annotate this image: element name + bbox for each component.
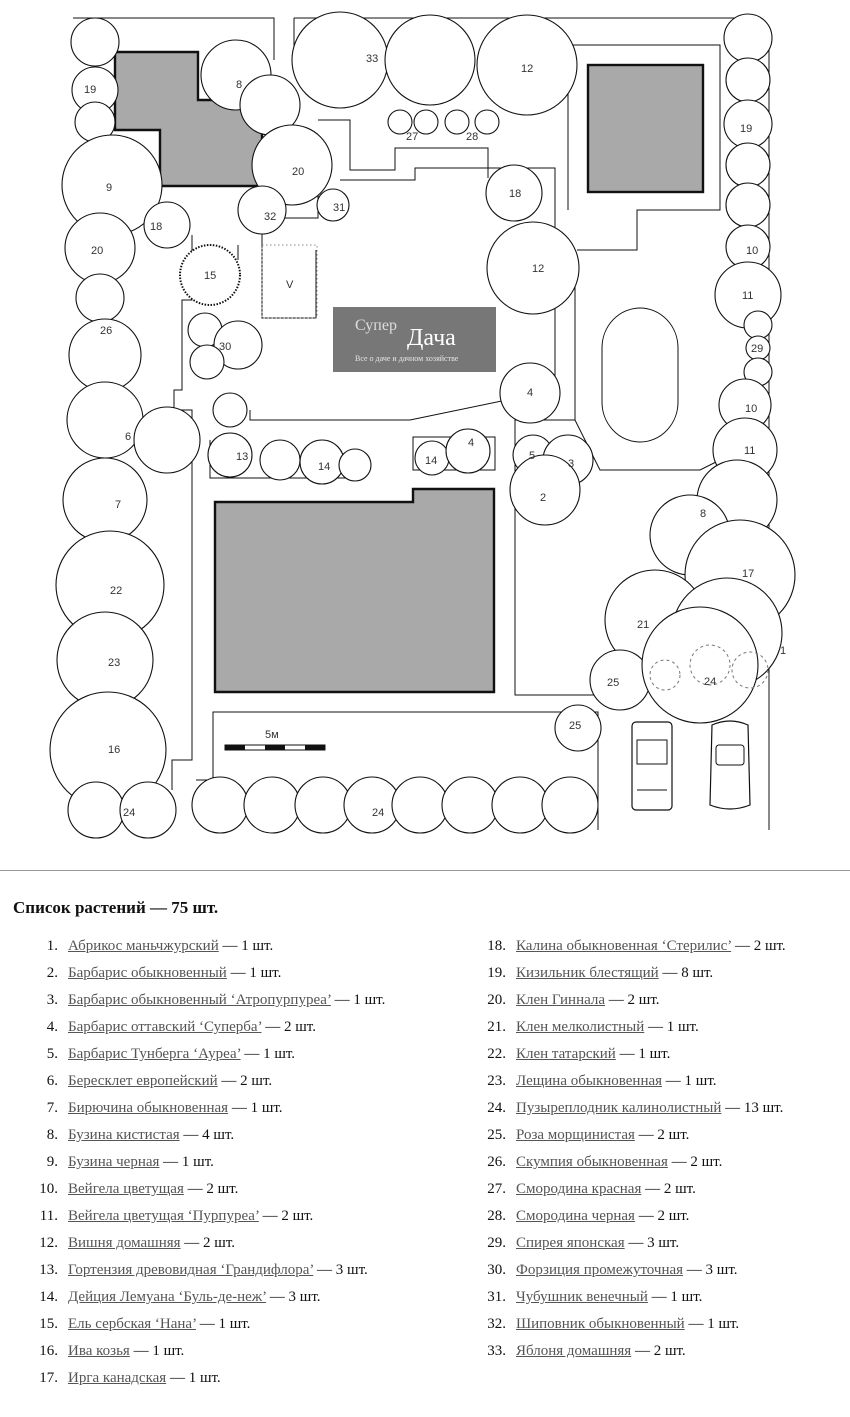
item-number: 9. xyxy=(46,1154,58,1170)
plant-list-item xyxy=(10,1284,385,1311)
item-quantity: — 2 шт. xyxy=(605,992,660,1008)
plant-list-item xyxy=(10,1095,385,1122)
plant-symbol xyxy=(213,393,247,427)
item-number: 4. xyxy=(46,1019,58,1035)
plant-number-label: 31 xyxy=(333,202,346,214)
item-quantity: — 1 шт. xyxy=(644,1019,699,1035)
plant-link[interactable]: Барбарис Тунберга ‘Ауреа’ xyxy=(68,1046,241,1062)
plant-link[interactable]: Бересклет европейский xyxy=(68,1073,218,1089)
car-icon xyxy=(710,721,750,809)
plant-list-item xyxy=(458,1257,786,1284)
plant-link[interactable]: Калина обыкновенная ‘Стерилис’ xyxy=(516,938,732,954)
plant-symbol xyxy=(238,186,286,234)
plant-number-label: 27 xyxy=(406,131,419,143)
item-number: 6. xyxy=(46,1073,58,1089)
plant-list-item xyxy=(458,1149,786,1176)
plant-link[interactable]: Пузыреплодник калинолистный xyxy=(516,1100,722,1116)
car-icon xyxy=(632,722,672,810)
item-quantity: — 2 шт. xyxy=(631,1343,686,1359)
plant-list-item xyxy=(10,1365,385,1392)
plant-number-label: 18 xyxy=(150,221,163,233)
plant-number-label: 24 xyxy=(123,807,136,819)
item-quantity: — 1 шт. xyxy=(195,1316,251,1332)
plant-list-item xyxy=(10,1311,385,1338)
plant-link[interactable]: Чубушник венечный xyxy=(516,1289,648,1305)
plant-number-label: 4 xyxy=(468,437,475,449)
item-number: 32. xyxy=(487,1316,506,1332)
item-number: 22. xyxy=(487,1046,506,1062)
plant-number-label: 24 xyxy=(704,676,717,688)
scale-bar xyxy=(225,729,325,750)
item-quantity: — 2 шт. xyxy=(634,1127,690,1143)
plant-number-label: 14 xyxy=(318,461,331,473)
site-logo xyxy=(333,307,496,372)
plant-list-item xyxy=(10,1068,385,1095)
scale-label: 5м xyxy=(265,729,279,741)
item-number: 18. xyxy=(487,938,506,954)
item-number: 23. xyxy=(487,1073,506,1089)
plant-link[interactable]: Дейция Лемуана ‘Буль-де-неж’ xyxy=(68,1289,267,1305)
plant-link[interactable]: Ирга канадская xyxy=(68,1370,167,1386)
item-quantity: — 2 шт. xyxy=(667,1154,723,1170)
plant-link[interactable]: Вейгела цветущая ‘Пурпуреа’ xyxy=(68,1208,259,1224)
plant-number-label: 25 xyxy=(607,677,620,689)
plant-link[interactable]: Кизильник блестящий xyxy=(516,965,659,981)
plant-number-label: 8 xyxy=(236,79,243,91)
plant-number-label: 24 xyxy=(372,807,385,819)
item-quantity: — 1 шт. xyxy=(129,1343,185,1359)
plant-list-item xyxy=(10,1203,385,1230)
plant-link[interactable]: Бузина кистистая xyxy=(68,1127,180,1143)
plant-list-item xyxy=(10,1257,385,1284)
plant-list-item xyxy=(10,1149,385,1176)
item-number: 19. xyxy=(487,965,506,981)
item-number: 11. xyxy=(39,1208,58,1224)
plant-symbol xyxy=(590,650,650,710)
item-number: 24. xyxy=(487,1100,506,1116)
plant-list-item xyxy=(10,1014,385,1041)
plant-list-item xyxy=(10,1230,385,1257)
item-number: 10. xyxy=(39,1181,58,1197)
plant-number-label: 10 xyxy=(746,245,759,257)
plant-list-item xyxy=(10,1338,385,1365)
item-quantity: — 1 шт. xyxy=(615,1046,671,1062)
plant-symbol xyxy=(724,14,772,62)
plant-link[interactable]: Бирючина обыкновенная xyxy=(68,1100,229,1116)
plant-symbol xyxy=(260,440,300,480)
plant-link[interactable]: Вейгела цветущая xyxy=(68,1181,184,1197)
item-quantity: — 1 шт. xyxy=(218,938,274,954)
plant-number-label: 3 xyxy=(568,458,575,470)
item-quantity: — 1 шт. xyxy=(240,1046,296,1062)
plant-number-label: 15 xyxy=(204,270,217,282)
plant-symbol xyxy=(392,777,448,833)
item-quantity: — 1 шт. xyxy=(647,1289,703,1305)
plant-number-label: 12 xyxy=(521,63,534,75)
plant-number-label: 11 xyxy=(744,445,756,457)
plant-list-item xyxy=(10,1041,385,1068)
logo-tagline: Все о даче и дачном хозяйстве xyxy=(355,354,459,363)
plant-link[interactable]: Барбарис обыкновенный xyxy=(68,965,227,981)
plant-symbol xyxy=(442,777,498,833)
plant-list-item xyxy=(458,960,786,987)
plant-link[interactable]: Спирея японская xyxy=(516,1235,625,1251)
main-building xyxy=(215,489,494,692)
plant-list-item xyxy=(458,1122,786,1149)
plant-number-label: 17 xyxy=(742,568,755,580)
plant-number-label: 13 xyxy=(236,451,249,463)
item-number: 20. xyxy=(487,992,506,1008)
plant-number-label: 10 xyxy=(745,403,758,415)
plant-link[interactable]: Клен Гиннала xyxy=(516,992,606,1008)
item-quantity: — 3 шт. xyxy=(313,1262,368,1278)
item-number: 13. xyxy=(39,1262,58,1278)
plant-symbol xyxy=(339,449,371,481)
item-quantity: — 2 шт. xyxy=(731,938,786,954)
garage-building xyxy=(588,65,703,192)
item-number: 30. xyxy=(487,1262,506,1278)
item-quantity: — 2 шт. xyxy=(180,1235,236,1251)
plant-link[interactable]: Вишня домашняя xyxy=(68,1235,181,1251)
plant-list-left xyxy=(10,933,385,1392)
plant-link[interactable]: Ива козья xyxy=(68,1343,130,1359)
item-quantity: — 2 шт. xyxy=(261,1019,316,1035)
plant-link[interactable]: Смородина черная xyxy=(516,1208,635,1224)
plant-number-label: 12 xyxy=(532,263,545,275)
plant-link[interactable]: Скумпия обыкновенная xyxy=(516,1154,668,1170)
plant-number-label: 28 xyxy=(466,131,479,143)
plant-link[interactable]: Клен татарский xyxy=(516,1046,616,1062)
plant-symbol xyxy=(67,382,143,458)
plant-list-item xyxy=(458,1041,786,1068)
item-quantity: — 3 шт. xyxy=(624,1235,680,1251)
item-quantity: — 13 шт. xyxy=(721,1100,784,1116)
plant-link[interactable]: Гортензия древовидная ‘Грандифлора’ xyxy=(68,1262,314,1278)
plant-symbol xyxy=(446,429,490,473)
plant-list-item xyxy=(10,1122,385,1149)
item-number: 25. xyxy=(487,1127,506,1143)
plant-number-label: 21 xyxy=(637,619,650,631)
plant-number-label: 19 xyxy=(740,123,753,135)
plant-list-item xyxy=(10,960,385,987)
item-quantity: — 8 шт. xyxy=(658,965,714,981)
plant-list-item xyxy=(458,1338,786,1365)
plant-link[interactable]: Форзиция промежуточная xyxy=(516,1262,684,1278)
plant-symbol xyxy=(244,777,300,833)
plant-symbol xyxy=(76,274,124,322)
item-quantity: — 3 шт. xyxy=(266,1289,321,1305)
item-number: 26. xyxy=(487,1154,506,1170)
item-quantity: — 1 шт. xyxy=(226,965,282,981)
plant-link[interactable]: Абрикос маньчжурский xyxy=(68,938,219,954)
plant-number-label: 5 xyxy=(529,450,536,462)
plant-number-label: 2 xyxy=(540,492,547,504)
plant-list-item xyxy=(458,933,786,960)
plant-symbol xyxy=(475,110,499,134)
item-number: 17. xyxy=(39,1370,58,1386)
item-number: 31. xyxy=(487,1289,506,1305)
plant-symbol xyxy=(71,18,119,66)
logo-text-part-1: Супер xyxy=(355,317,397,334)
plant-number-label: 6 xyxy=(125,431,132,443)
item-number: 2. xyxy=(46,965,58,981)
plant-link[interactable]: Барбарис обыкновенный ‘Атропурпуреа’ xyxy=(68,992,331,1008)
plant-number-label: 20 xyxy=(91,245,104,257)
item-quantity: — 2 шт. xyxy=(183,1181,239,1197)
item-quantity: — 2 шт. xyxy=(634,1208,690,1224)
plant-number-label: 1 xyxy=(780,645,787,657)
plant-symbol xyxy=(726,58,770,102)
item-number: 28. xyxy=(487,1208,506,1224)
item-number: 3. xyxy=(46,992,58,1008)
plant-symbol xyxy=(726,143,770,187)
plant-list-item xyxy=(458,1176,786,1203)
plant-symbol xyxy=(63,458,147,542)
plant-symbol xyxy=(726,183,770,227)
plant-symbol xyxy=(68,782,124,838)
item-quantity: — 2 шт. xyxy=(217,1073,273,1089)
plant-list-item xyxy=(10,987,385,1014)
item-quantity: — 3 шт. xyxy=(683,1262,738,1278)
plant-number-label: 16 xyxy=(108,744,121,756)
item-number: 33. xyxy=(487,1343,506,1359)
item-number: 14. xyxy=(39,1289,58,1305)
item-number: 7. xyxy=(46,1100,58,1116)
plant-symbol xyxy=(134,407,200,473)
plant-link[interactable]: Бузина черная xyxy=(68,1154,160,1170)
item-quantity: — 1 шт. xyxy=(330,992,386,1008)
item-quantity: — 1 шт. xyxy=(662,1073,717,1089)
item-quantity: — 1 шт. xyxy=(684,1316,740,1332)
plant-number-label: 8 xyxy=(700,508,707,520)
item-number: 8. xyxy=(46,1127,58,1143)
plant-number-label: 25 xyxy=(569,720,582,732)
plant-number-label: 18 xyxy=(509,188,522,200)
plant-link[interactable]: Смородина красная xyxy=(516,1181,642,1197)
plant-number-label: 4 xyxy=(527,387,534,399)
logo-text-part-2: Дача xyxy=(407,325,456,351)
item-number: 5. xyxy=(46,1046,58,1062)
plant-symbol xyxy=(542,777,598,833)
plant-link[interactable]: Шиповник обыкновенный xyxy=(516,1316,685,1332)
plant-number-label: 33 xyxy=(366,53,379,65)
plant-number-label: 20 xyxy=(292,166,305,178)
plant-link[interactable]: Лещина обыкновенная xyxy=(516,1073,663,1089)
plant-symbol xyxy=(744,311,772,339)
plant-list-item xyxy=(10,933,385,960)
plant-list-item xyxy=(458,1068,786,1095)
item-quantity: — 1 шт. xyxy=(166,1370,221,1386)
plant-number-label: 9 xyxy=(106,182,113,194)
plant-link[interactable]: Ель сербская ‘Нана’ xyxy=(68,1316,196,1332)
plant-number-label: 29 xyxy=(751,343,764,355)
item-quantity: — 2 шт. xyxy=(641,1181,696,1197)
item-number: 29. xyxy=(487,1235,506,1251)
plant-link[interactable]: Роза морщинистая xyxy=(516,1127,635,1143)
plant-number-label: 23 xyxy=(108,657,121,669)
plant-list-item xyxy=(458,1230,786,1257)
item-number: 12. xyxy=(39,1235,58,1251)
plant-number-label: 7 xyxy=(115,499,122,511)
plant-symbol xyxy=(492,777,548,833)
item-quantity: — 1 шт. xyxy=(159,1154,214,1170)
plant-list-item xyxy=(458,1284,786,1311)
item-quantity: — 1 шт. xyxy=(228,1100,283,1116)
plant-symbol xyxy=(385,15,475,105)
divider xyxy=(0,870,850,871)
plant-number-label: 11 xyxy=(742,290,754,302)
plant-number-label: 19 xyxy=(84,84,97,96)
plant-list-right xyxy=(458,933,786,1365)
plant-list-item xyxy=(458,1095,786,1122)
plant-link[interactable]: Барбарис оттавский ‘Суперба’ xyxy=(68,1019,262,1035)
plant-number-label: 26 xyxy=(100,325,113,337)
plant-list-item xyxy=(10,1176,385,1203)
item-number: 16. xyxy=(39,1343,58,1359)
plant-symbol xyxy=(642,607,758,723)
plant-list-item xyxy=(458,1311,786,1338)
plant-link[interactable]: Яблоня домашняя xyxy=(516,1343,632,1359)
plant-list-title: Список растений — 75 шт. xyxy=(13,898,219,917)
plant-symbol xyxy=(295,777,351,833)
plant-list-item xyxy=(458,1014,786,1041)
item-quantity: — 2 шт. xyxy=(258,1208,314,1224)
plant-list-item xyxy=(458,987,786,1014)
item-number: 15. xyxy=(39,1316,58,1332)
plant-link[interactable]: Клен мелколистный xyxy=(516,1019,645,1035)
item-quantity: — 4 шт. xyxy=(179,1127,235,1143)
plant-list-item xyxy=(458,1203,786,1230)
item-number: 21. xyxy=(487,1019,506,1035)
plant-number-label: 32 xyxy=(264,211,277,223)
plant-number-label: 22 xyxy=(110,585,123,597)
item-number: 1. xyxy=(46,938,58,954)
item-number: 27. xyxy=(487,1181,506,1197)
plant-number-label: 14 xyxy=(425,455,438,467)
plant-number-label: 30 xyxy=(219,341,232,353)
plant-symbol xyxy=(192,777,248,833)
plant-number-label: V xyxy=(286,279,294,291)
